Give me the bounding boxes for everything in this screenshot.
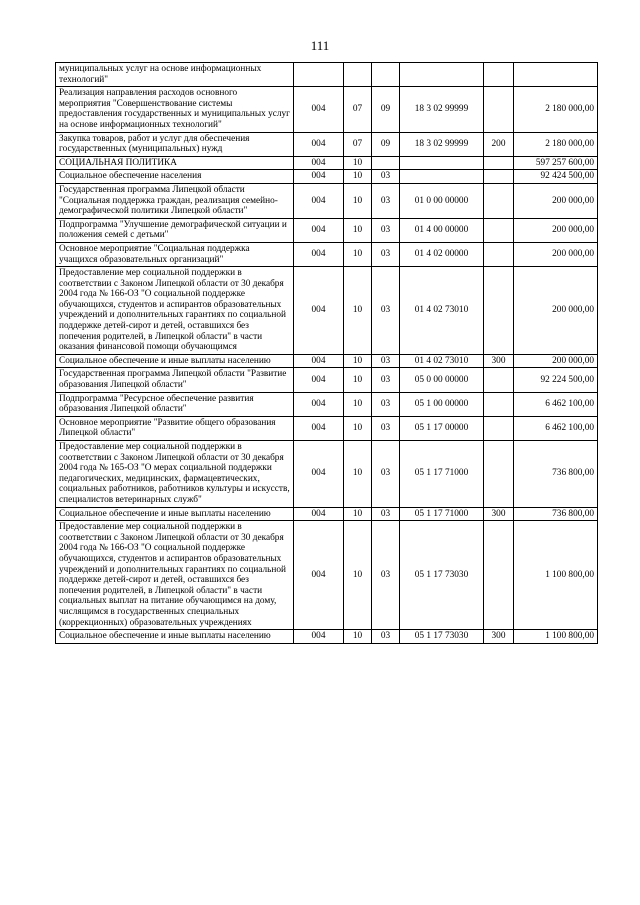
expense-type-cell — [484, 521, 514, 630]
subsection-code-cell: 03 — [372, 368, 400, 392]
ministry-code-cell: 004 — [294, 170, 344, 184]
item-name-cell: Социальное обеспечение населения — [56, 170, 294, 184]
ministry-code-cell: 004 — [294, 521, 344, 630]
table-row — [56, 521, 598, 630]
ministry-code-cell: 004 — [294, 87, 344, 132]
amount-cell: 736 800,00 — [514, 441, 598, 508]
target-article-cell: 01 4 02 73010 — [400, 354, 484, 368]
table-row — [56, 183, 598, 218]
target-article-cell — [400, 156, 484, 170]
expense-type-cell — [484, 368, 514, 392]
expense-type-cell — [484, 267, 514, 355]
section-code-cell: 10 — [344, 507, 372, 521]
subsection-code-cell: 03 — [372, 218, 400, 242]
expense-type-cell — [484, 87, 514, 132]
item-name-cell: Государственная программа Липецкой области "Социальная поддержка граждан, реализация семейно-демографической политики Липецкой области" — [56, 183, 294, 218]
subsection-code-cell: 03 — [372, 183, 400, 218]
subsection-code-cell: 09 — [372, 132, 400, 156]
ministry-code-cell: 004 — [294, 416, 344, 440]
expense-type-cell — [484, 441, 514, 508]
table-row — [56, 441, 598, 508]
amount-cell: 200 000,00 — [514, 354, 598, 368]
expense-type-cell — [484, 156, 514, 170]
target-article-cell: 01 0 00 00000 — [400, 183, 484, 218]
table-row — [56, 267, 598, 355]
ministry-code-cell: 004 — [294, 368, 344, 392]
expense-type-cell: 200 — [484, 132, 514, 156]
subsection-code-cell: 03 — [372, 267, 400, 355]
section-code-cell: 10 — [344, 392, 372, 416]
subsection-code-cell: 03 — [372, 630, 400, 644]
ministry-code-cell: 004 — [294, 183, 344, 218]
item-name-cell: Основное мероприятие "Развитие общего образования Липецкой области" — [56, 416, 294, 440]
subsection-code-cell: 03 — [372, 242, 400, 266]
expense-type-cell — [484, 170, 514, 184]
ministry-code-cell: 004 — [294, 630, 344, 644]
table-row — [56, 630, 598, 644]
page-number: 111 — [310, 38, 330, 53]
table-body — [56, 63, 598, 644]
section-code-cell: 07 — [344, 132, 372, 156]
expense-type-cell: 300 — [484, 630, 514, 644]
ministry-code-cell: 004 — [294, 132, 344, 156]
item-name-cell: Социальное обеспечение и иные выплаты населению — [56, 507, 294, 521]
ministry-code-cell: 004 — [294, 156, 344, 170]
item-name-cell: Предоставление мер социальной поддержки в соответствии с Законом Липецкой области от 30 декабря 2004 года № 166-ОЗ "О социальной поддержке обучающихся, студентов и аспирантов образовательных учреждений и дополнительных гарантиях по социальной поддержке детей-сирот и детей, оставшихся без попечения родителей, в Липецкой области" в части оказания финансовой помощи обучающимся — [56, 267, 294, 355]
subsection-code-cell: 03 — [372, 392, 400, 416]
amount-cell: 1 100 800,00 — [514, 630, 598, 644]
amount-cell: 6 462 100,00 — [514, 392, 598, 416]
table-row — [56, 132, 598, 156]
target-article-cell: 05 1 17 73030 — [400, 630, 484, 644]
expense-type-cell — [484, 63, 514, 87]
ministry-code-cell: 004 — [294, 507, 344, 521]
ministry-code-cell: 004 — [294, 354, 344, 368]
subsection-code-cell: 03 — [372, 416, 400, 440]
item-name-cell: Подпрограмма "Улучшение демографической ситуации и положения семей с детьми" — [56, 218, 294, 242]
item-name-cell: Основное мероприятие "Социальная поддержка учащихся образовательных организаций" — [56, 242, 294, 266]
table-row — [56, 218, 598, 242]
item-name-cell: Подпрограмма "Ресурсное обеспечение развития образования Липецкой области" — [56, 392, 294, 416]
target-article-cell: 18 3 02 99999 — [400, 87, 484, 132]
table-row — [56, 416, 598, 440]
table-row — [56, 368, 598, 392]
section-code-cell: 10 — [344, 416, 372, 440]
target-article-cell: 05 1 00 00000 — [400, 392, 484, 416]
subsection-code-cell: 03 — [372, 521, 400, 630]
amount-cell: 736 800,00 — [514, 507, 598, 521]
target-article-cell: 01 4 02 73010 — [400, 267, 484, 355]
expense-type-cell — [484, 242, 514, 266]
table-row — [56, 63, 598, 87]
target-article-cell: 05 1 17 71000 — [400, 441, 484, 508]
table-row — [56, 242, 598, 266]
target-article-cell — [400, 170, 484, 184]
subsection-code-cell: 03 — [372, 441, 400, 508]
subsection-code-cell: 03 — [372, 170, 400, 184]
table-row — [56, 392, 598, 416]
item-name-cell: Предоставление мер социальной поддержки в соответствии с Законом Липецкой области от 30 декабря 2004 года № 165-ОЗ "О мерах социальной поддержки педагогических, медицинских, фармацевтических, социальных работников, работников культуры и искусств, специалистов ветеринарных служб" — [56, 441, 294, 508]
item-name-cell: Закупка товаров, работ и услуг для обеспечения государственных (муниципальных) нужд — [56, 132, 294, 156]
amount-cell: 200 000,00 — [514, 218, 598, 242]
ministry-code-cell: 004 — [294, 267, 344, 355]
section-code-cell: 10 — [344, 170, 372, 184]
target-article-cell: 18 3 02 99999 — [400, 132, 484, 156]
item-name-cell: Социальное обеспечение и иные выплаты населению — [56, 354, 294, 368]
amount-cell: 1 100 800,00 — [514, 521, 598, 630]
amount-cell: 92 224 500,00 — [514, 368, 598, 392]
table-row — [56, 507, 598, 521]
item-name-cell: муниципальных услуг на основе информационных технологий" — [56, 63, 294, 87]
section-code-cell: 10 — [344, 521, 372, 630]
subsection-code-cell: 03 — [372, 354, 400, 368]
section-code-cell: 10 — [344, 441, 372, 508]
table-row — [56, 170, 598, 184]
target-article-cell: 05 0 00 00000 — [400, 368, 484, 392]
amount-cell: 200 000,00 — [514, 242, 598, 266]
expense-type-cell — [484, 218, 514, 242]
subsection-code-cell: 09 — [372, 87, 400, 132]
target-article-cell — [400, 63, 484, 87]
section-code-cell: 10 — [344, 267, 372, 355]
table-row — [56, 156, 598, 170]
expense-type-cell — [484, 183, 514, 218]
amount-cell: 597 257 600,00 — [514, 156, 598, 170]
item-name-cell: Государственная программа Липецкой области "Развитие образования Липецкой области" — [56, 368, 294, 392]
target-article-cell: 01 4 00 00000 — [400, 218, 484, 242]
item-name-cell: Реализация направления расходов основного мероприятия "Совершенствование системы предоставления государственных и муниципальных услуг на основе информационных технологий" — [56, 87, 294, 132]
section-code-cell: 07 — [344, 87, 372, 132]
item-name-cell: Предоставление мер социальной поддержки в соответствии с Законом Липецкой области от 30 декабря 2004 года № 166-ОЗ "О социальной поддержке обучающихся, студентов и аспирантов образовательных учреждений и дополнительных гарантиях по социальной поддержке детей-сирот и детей, оставшихся без попечения родителей, в Липецкой области" в части социальных выплат на питание обучающимся на дому, числящимся в государственных специальных (коррекционных) образовательных учреждениях — [56, 521, 294, 630]
amount-cell: 92 424 500,00 — [514, 170, 598, 184]
section-code-cell: 10 — [344, 368, 372, 392]
subsection-code-cell — [372, 156, 400, 170]
target-article-cell: 05 1 17 73030 — [400, 521, 484, 630]
ministry-code-cell: 004 — [294, 392, 344, 416]
ministry-code-cell — [294, 63, 344, 87]
target-article-cell: 01 4 02 00000 — [400, 242, 484, 266]
ministry-code-cell: 004 — [294, 242, 344, 266]
section-code-cell: 10 — [344, 630, 372, 644]
section-code-cell: 10 — [344, 218, 372, 242]
amount-cell: 200 000,00 — [514, 183, 598, 218]
ministry-code-cell: 004 — [294, 441, 344, 508]
section-code-cell: 10 — [344, 354, 372, 368]
table-row — [56, 354, 598, 368]
subsection-code-cell — [372, 63, 400, 87]
section-code-cell — [344, 63, 372, 87]
amount-cell: 2 180 000,00 — [514, 132, 598, 156]
amount-cell: 2 180 000,00 — [514, 87, 598, 132]
item-name-cell: СОЦИАЛЬНАЯ ПОЛИТИКА — [56, 156, 294, 170]
section-code-cell: 10 — [344, 242, 372, 266]
item-name-cell: Социальное обеспечение и иные выплаты населению — [56, 630, 294, 644]
budget-table — [55, 62, 598, 644]
section-code-cell: 10 — [344, 183, 372, 218]
table-row — [56, 87, 598, 132]
target-article-cell: 05 1 17 71000 — [400, 507, 484, 521]
amount-cell: 6 462 100,00 — [514, 416, 598, 440]
ministry-code-cell: 004 — [294, 218, 344, 242]
expense-type-cell: 300 — [484, 354, 514, 368]
expense-type-cell: 300 — [484, 507, 514, 521]
expense-type-cell — [484, 392, 514, 416]
amount-cell: 200 000,00 — [514, 267, 598, 355]
subsection-code-cell: 03 — [372, 507, 400, 521]
expense-type-cell — [484, 416, 514, 440]
amount-cell — [514, 63, 598, 87]
section-code-cell: 10 — [344, 156, 372, 170]
target-article-cell: 05 1 17 00000 — [400, 416, 484, 440]
